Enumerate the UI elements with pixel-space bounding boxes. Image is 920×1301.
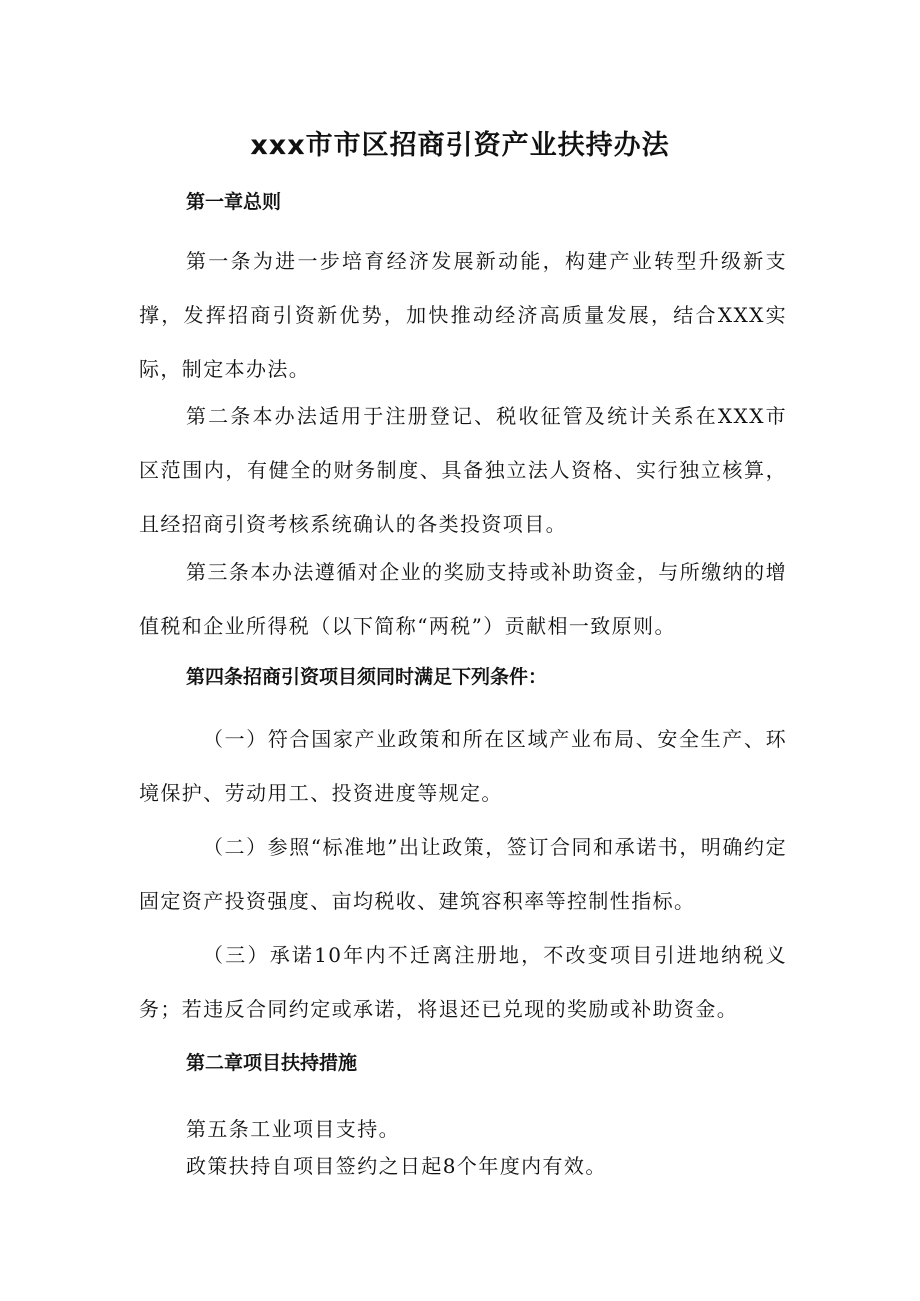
condition-1-paragraph: （一）符合国家产业政策和所在区域产业布局、安全生产、环境保护、劳动用工、投资进度等规定。 (139, 727, 787, 805)
condition-3-paragraph: （三）承诺10年内不迁离注册地，不改变项目引进地纳税义务；若违反合同约定或承诺，将退还已兑现的奖励或补助资金。 (139, 943, 787, 1021)
article-1-paragraph: 第一条为进一步培育经济发展新动能，构建产业转型升级新支撑，发挥招商引资新优势，加快推动经济高质量发展，结合XXX实际，制定本办法。 (139, 249, 787, 381)
article-4-heading: 第四条招商引资项目须同时满足下列条件： (186, 666, 548, 688)
condition-2-paragraph: （二）参照“标准地”出让政策，签订合同和承诺书，明确约定固定资产投资强度、亩均税收、建筑容积率等控制性指标。 (139, 835, 787, 913)
article-5-detail-line: 政策扶持自项目签约之日起8个年度内有效。 (186, 1154, 607, 1178)
chapter-1-heading: 第一章总则 (186, 191, 282, 213)
article-5-line: 第五条工业项目支持。 (186, 1117, 400, 1141)
article-2-paragraph: 第二条本办法适用于注册登记、税收征管及统计关系在XXX市区范围内，有健全的财务制度、具备独立法人资格、实行独立核算，且经招商引资考核系统确认的各类投资项目。 (139, 404, 787, 536)
document-title: xxx市市区招商引资产业扶持办法 (250, 130, 670, 161)
chapter-2-heading: 第二章项目扶持措施 (186, 1052, 358, 1074)
article-3-paragraph: 第三条本办法遵循对企业的奖励支持或补助资金，与所缴纳的增值税和企业所得税（以下简称“两税”）贡献相一致原则。 (139, 560, 787, 638)
